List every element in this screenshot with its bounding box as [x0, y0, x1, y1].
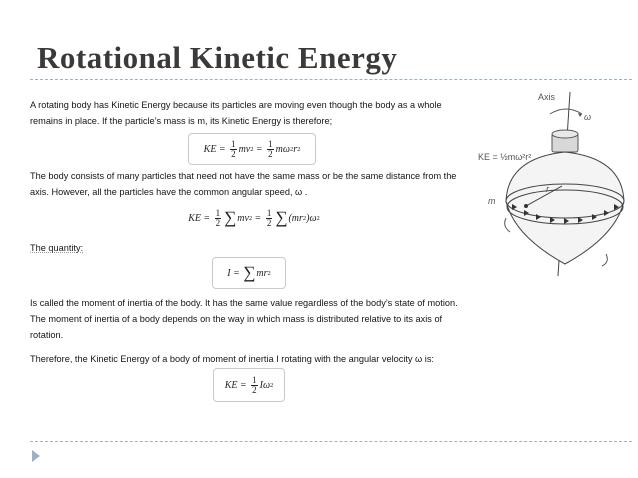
radius-label: r	[546, 184, 549, 194]
slide-title: Rotational Kinetic Energy	[37, 40, 398, 75]
equation-ke-inertia: KE = $\frac{1}{2}$ Iω 2	[213, 368, 285, 402]
title-divider	[30, 79, 632, 80]
spinning-top-drawing	[466, 86, 636, 276]
equation-moment-of-inertia: I = ∑ mr 2	[212, 257, 286, 289]
ke-figure-label: KE = ½mω²r²	[478, 152, 532, 162]
paragraph-moment-definition: Is called the moment of inertia of the body. It has the same value regardless of the body’s state of motion. The moment of inertia of a body depends on the way in which mass is distributed relative to its axis of rotation.	[30, 298, 458, 340]
equation-ke-particle: KE = $\frac{1}{2}$ mv 2 = $\frac{1}{2}$ mω 2 r 2	[188, 133, 316, 165]
paragraph-therefore: Therefore, the Kinetic Energy of a body of moment of inertia I rotating with the angular velocity ω is:	[30, 354, 434, 364]
mass-label: m	[488, 196, 496, 206]
paragraph-particles: The body consists of many particles that need not have the same mass or be the same distance from the axis. However, all the particles have the common angular speed, ω .	[30, 171, 457, 197]
axis-label: Axis	[538, 92, 556, 102]
equation-ke-sum: KE = $\frac{1}{2}$ ∑ mv 2 = $\frac{1}{2}$ ∑ (mr 2 )ω 2	[174, 202, 334, 234]
paragraph-quantity: The quantity:	[30, 243, 84, 253]
spinning-top-figure	[466, 86, 636, 276]
slide-nav-triangle-icon[interactable]	[32, 450, 40, 462]
paragraph-intro: A rotating body has Kinetic Energy because its particles are moving even though the body as a whole remains in place. If the particle’s mass is m, its Kinetic Energy is therefore;	[30, 100, 442, 126]
omega-label: ω	[584, 112, 592, 122]
footer-divider	[30, 441, 632, 442]
